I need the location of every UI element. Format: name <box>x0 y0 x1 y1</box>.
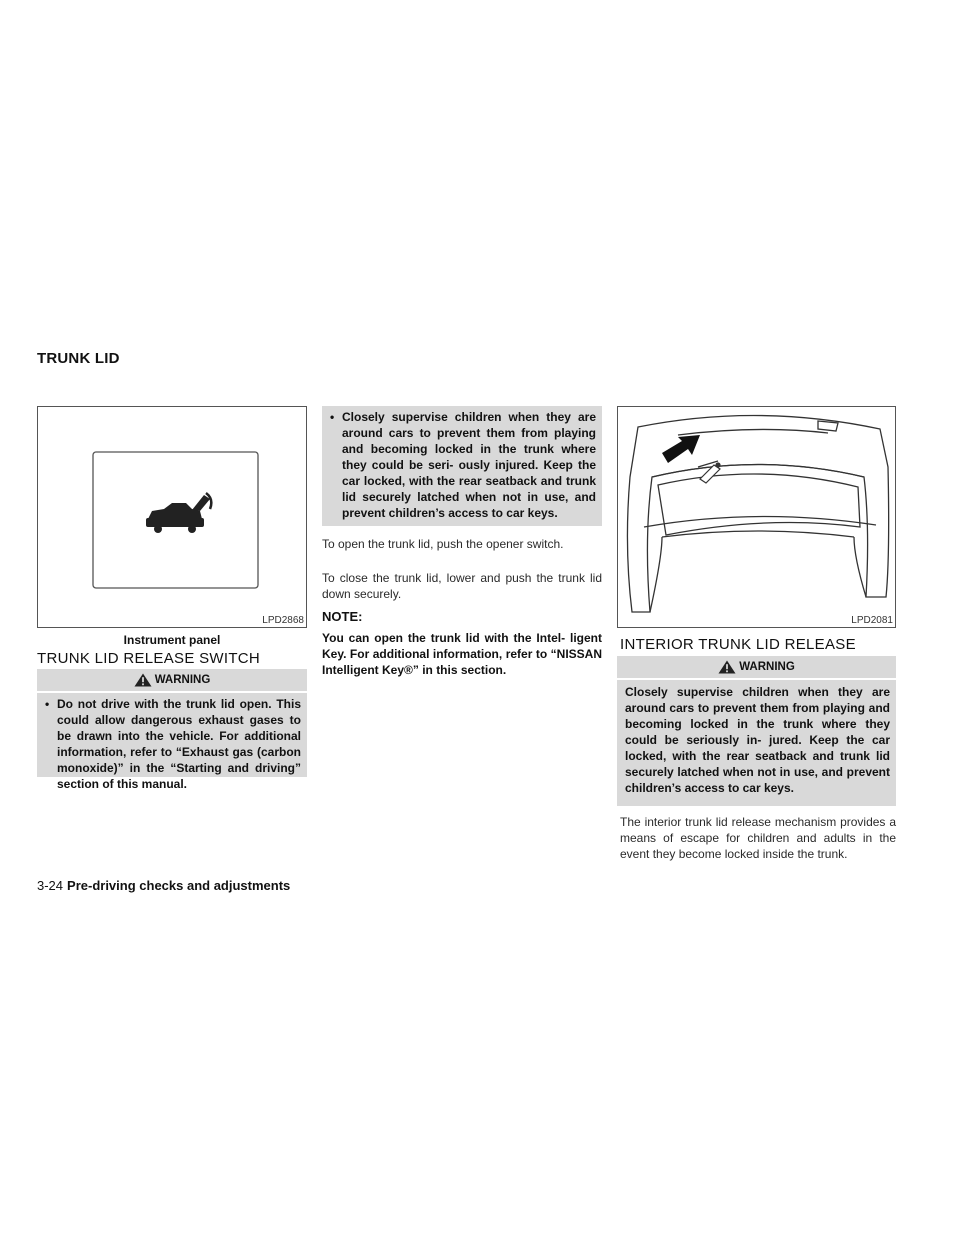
note-text: You can open the trunk lid with the Intel- ligent Key. For additional information, refer to “NISSAN Intelligent Key®” in this section. <box>322 631 602 677</box>
note-label: NOTE: <box>322 609 363 624</box>
figure-code: LPD2868 <box>262 615 304 626</box>
page-number: 3-24 <box>37 878 64 893</box>
figure-caption: Instrument panel <box>123 633 221 647</box>
paragraph-open: To open the trunk lid, push the opener switch. <box>322 537 564 551</box>
warning-bullet-text: Closely supervise children when they are around cars to prevent them from playing and becoming locked in the trunk where they could be seri- ously injured. Keep the car locked, with the rear seatback and trunk lid securely latched when not in use, and prevent children’s access to car keys. <box>342 410 596 520</box>
section-title: TRUNK LID <box>37 350 120 367</box>
figure-code: LPD2081 <box>851 615 893 626</box>
warning-bullet <box>330 409 596 521</box>
warning-header <box>37 669 307 691</box>
heading-interior-release: INTERIOR TRUNK LID RELEASE <box>620 636 856 653</box>
paragraph-close: To close the trunk lid, lower and push the trunk lid down securely. <box>322 571 602 601</box>
heading-release-switch: TRUNK LID RELEASE SWITCH <box>37 650 261 667</box>
bullet-dot: • <box>45 697 50 711</box>
warning-text: Closely supervise children when they are around cars to prevent them from playing and becoming locked in the trunk where they could be seriously in- jured. Keep the car locked, with the rear seatback and trunk lid securely latched when not in use, and prevent children’s access to car keys. <box>625 685 890 795</box>
warning-label: WARNING <box>739 661 795 673</box>
warning-box-body <box>37 693 307 791</box>
chapter-title: Pre-driving checks and adjustments <box>67 878 291 893</box>
arrow-pointer <box>662 435 700 463</box>
warning-box-continued <box>322 406 602 526</box>
figure-instrument-panel <box>37 406 307 628</box>
paragraph-interior-release: The interior trunk lid release mechanism provides a means of escape for children and adults in the event they become locked inside the trunk. <box>620 815 896 861</box>
trunk-interior-illustration <box>618 407 896 628</box>
warning-box <box>617 680 896 806</box>
warning-icon <box>718 660 736 674</box>
warning-header <box>617 656 896 678</box>
bullet-dot: • <box>330 410 335 424</box>
warning-bullet-text: Do not drive with the trunk lid open. This could allow dangerous exhaust gases to be drawn into the vehicle. For additional information, refer to “Exhaust gas (carbon monoxide)” in the “Starting and driving” section of this manual. <box>57 697 301 791</box>
warning-label: WARNING <box>154 674 211 686</box>
figure-interior-trunk <box>617 406 896 628</box>
instrument-panel-illustration <box>38 407 307 628</box>
page-footer <box>37 878 290 893</box>
warning-icon <box>134 673 152 687</box>
warning-bullet <box>45 696 301 792</box>
